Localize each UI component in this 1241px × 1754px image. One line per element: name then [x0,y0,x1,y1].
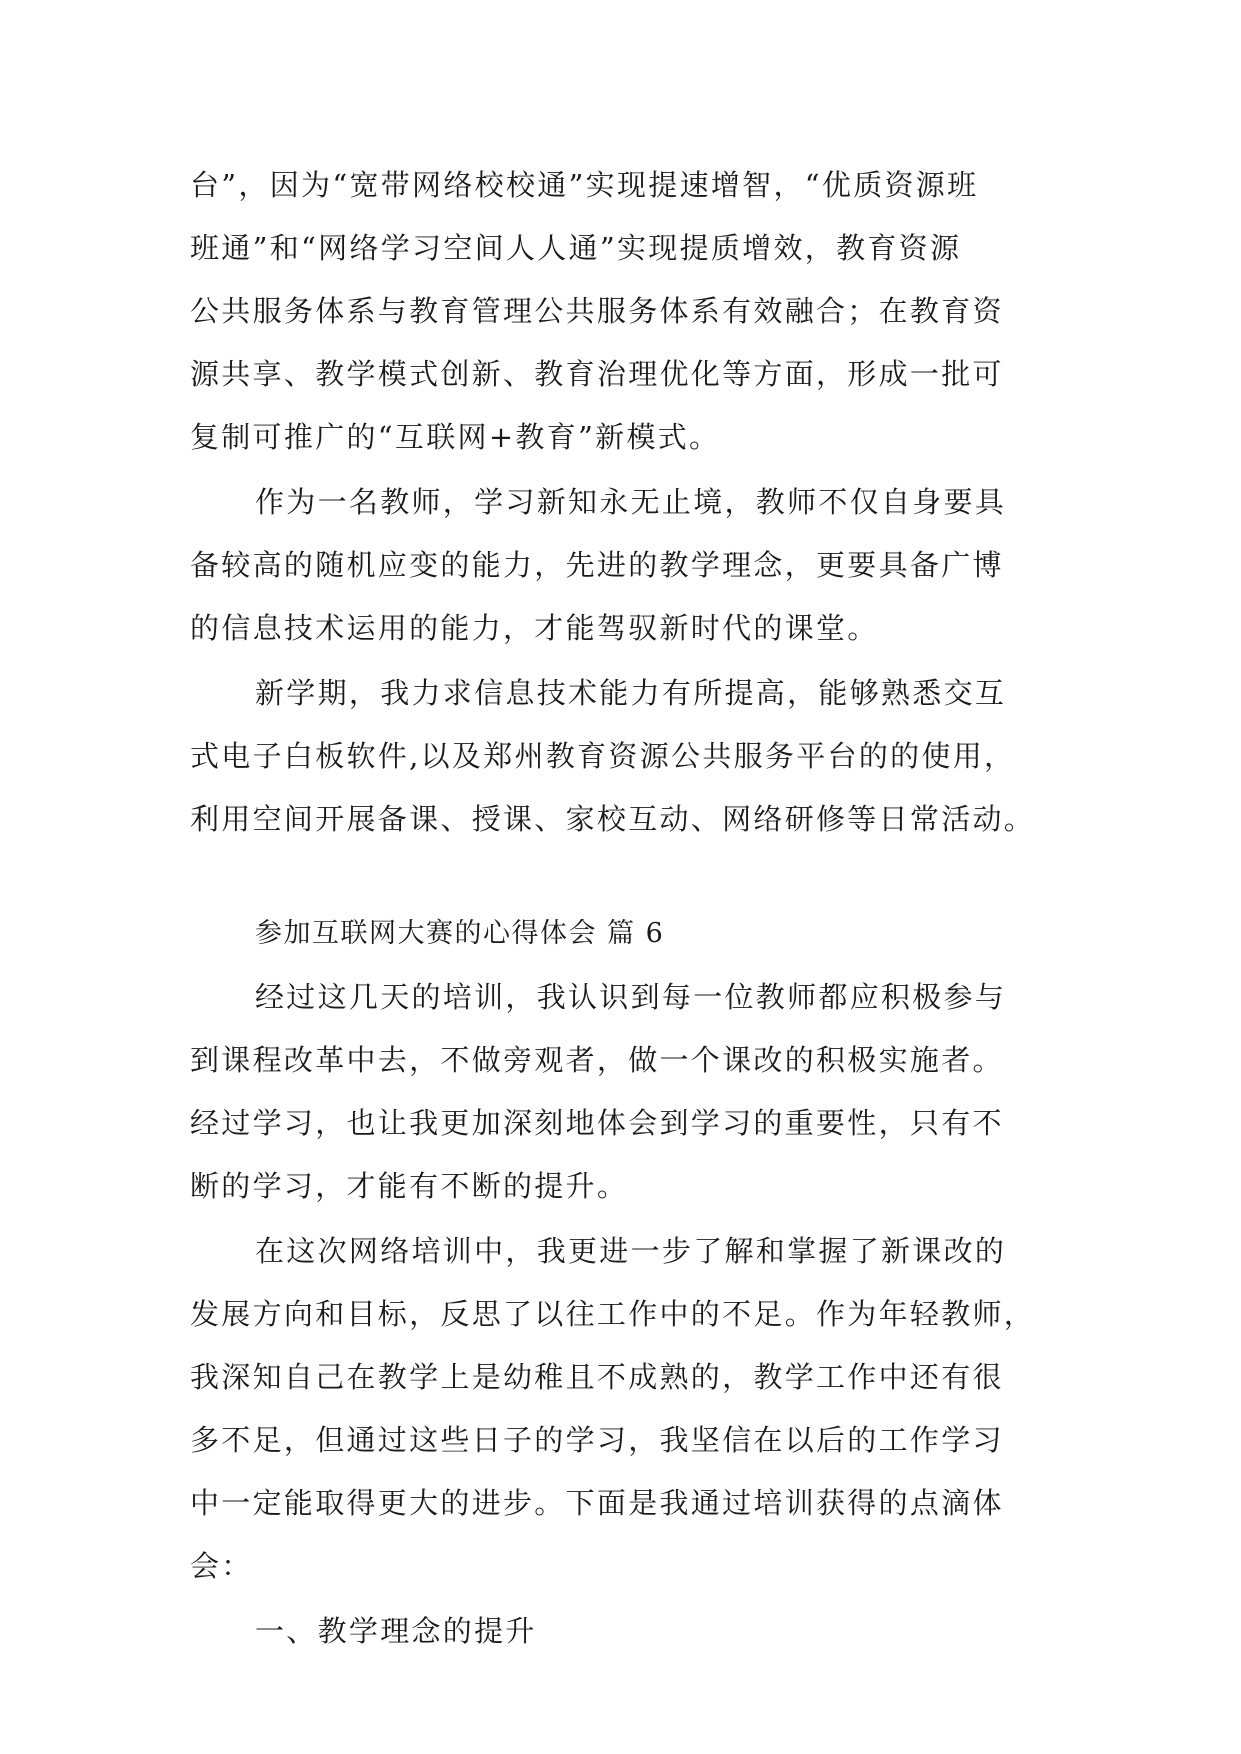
text-line: 公共服务体系与教育管理公共服务体系有效融合；在教育资 [190,294,1004,328]
text-line: 经过学习，也让我更加深刻地体会到学习的重要性，只有不 [190,1106,1004,1140]
text-line: 备较高的随机应变的能力，先进的教学理念，更要具备广博 [190,548,1004,582]
text-line: 班通”和“网络学习空间人人通”实现提质增效，教育资源 [190,231,962,265]
text-line: 发展方向和目标，反思了以往工作中的不足。作为年轻教师， [190,1297,1036,1331]
text-line: 断的学习，才能有不断的提升。 [190,1169,629,1203]
text-line: 我深知自己在教学上是幼稚且不成熟的，教学工作中还有很 [190,1360,1004,1394]
text-line: 新学期，我力求信息技术能力有所提高，能够熟悉交互 [255,676,1007,710]
text-line: 到课程改革中去，不做旁观者，做一个课改的积极实施者。 [190,1043,1004,1077]
text-line: 经过这几天的培训，我认识到每一位教师都应积极参与 [255,980,1007,1014]
text-line: 中一定能取得更大的进步。下面是我通过培训获得的点滴体 [190,1486,1004,1520]
text-line: 多不足，但通过这些日子的学习，我坚信在以后的工作学习 [190,1423,1004,1457]
text-line: 作为一名教师，学习新知永无止境，教师不仅自身要具 [255,485,1007,519]
text-line: 源共享、教学模式创新、教育治理优化等方面，形成一批可 [190,357,1004,391]
text-line: 利用空间开展备课、授课、家校互动、网络研修等日常活动。 [190,802,1036,836]
text-line: 会： [190,1549,253,1583]
text-line: 在这次网络培训中，我更进一步了解和掌握了新课改的 [255,1234,1007,1268]
text-line: 台”，因为“宽带网络校校通”实现提速增智，“优质资源班 [190,168,979,202]
text-line: 式电子白板软件,以及郑州教育资源公共服务平台的的使用， [190,739,1016,773]
text-line: 复制可推广的“互联网+教育”新模式。 [190,420,721,454]
text-line: 的信息技术运用的能力，才能驾驭新时代的课堂。 [190,611,879,645]
section-heading: 参加互联网大赛的心得体会 篇 6 [255,918,665,949]
subsection-heading: 一、教学理念的提升 [255,1614,537,1648]
